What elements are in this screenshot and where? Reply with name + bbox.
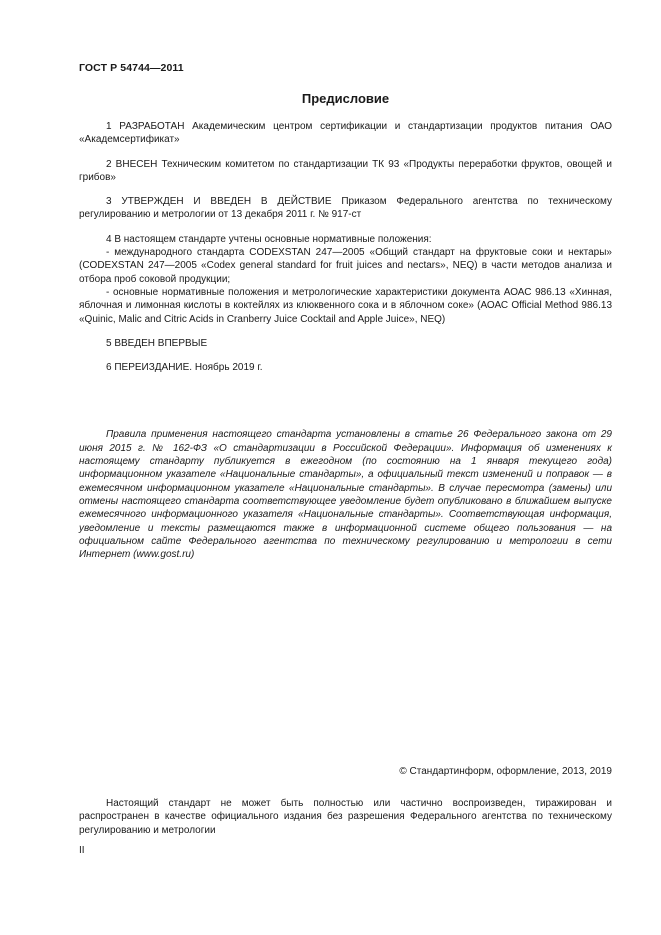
document-code: ГОСТ Р 54744—2011 <box>79 62 184 74</box>
reproduction-notice: Настоящий стандарт не может быть полностью или частично воспроизведен, тиражирован и распространен в качестве официального издания без разрешения Федерального агентства по техническому регулированию и метрологии <box>79 798 612 836</box>
copyright-line: © Стандартинформ, оформление, 2013, 2019 <box>399 766 612 777</box>
preface-body <box>79 120 612 561</box>
rules-application-text: Правила применения настоящего стандарта установлены в статье 26 Федерального закона от 29 июня 2015 г. № 162-ФЗ «О стандартизации в Российской Федерации». Информация об изменениях к настоящему стандарту публикуется в ежегодном (по состоянию на 1 января текущего года) информационном указателе «Национальные стандарты», а официальный текст изменений и поправок — в ежемесячном информационном указателе «Национальные стандарты». В случае пересмотра (замены) или отмены настоящего стандарта соответствующее уведомление будет опубликовано в ближайшем выпуске ежемесячного информационного указателя «Национальные стандарты». Соответствующая информация, уведомление и тексты размещаются также в информационной системе общего пользования — на официальном сайте Федерального агентства по техническому регулированию и метрологии в сети Интернет (www.gost.ru) <box>79 429 612 561</box>
item-approved: 3 УТВЕРЖДЕН И ВВЕДЕН В ДЕЙСТВИЕ Приказом Федерального агентства по техническому регулированию и метрологии от 13 декабря 2011 г. № 917-ст <box>79 196 612 221</box>
item-first-introduced: 5 ВВЕДЕН ВПЕРВЫЕ <box>106 337 208 349</box>
item-provisions-intro: 4 В настоящем стандарте учтены основные нормативные положения: <box>106 233 432 245</box>
item-provisions-codex: - международного стандарта CODEXSTAN 247—2005 «Общий стандарт на фруктовые соки и нектары» (CODEXSTAN 247—2005 «Codex general standard for fruit juices and nectars», NEQ) в части методов анализа и отбора проб соковой продукции; <box>79 247 612 285</box>
item-introduced: 2 ВНЕСЕН Техническим комитетом по стандартизации ТК 93 «Продукты переработки фруктов, овощей и грибов» <box>79 158 612 183</box>
item-developed: 1 РАЗРАБОТАН Академическим центром сертификации и стандартизации продуктов питания ОАО «Академсертификат» <box>79 121 612 146</box>
page-number: II <box>79 845 85 856</box>
item-reissue: 6 ПЕРЕИЗДАНИЕ. Ноябрь 2019 г. <box>106 362 263 374</box>
page-title: Предисловие <box>301 91 390 106</box>
item-provisions-aoac: - основные нормативные положения и метрологические характеристики документа АОАС 986.13 «Хинная, яблочная и лимонная кислоты в коктейлях из клюквенного сока и в яблочном соке» (АОАС Official Method 986.13 «Quinic, Malic and Citric Acids in Cranberry Juice Cocktail and Apple Juice», NEQ) <box>79 286 612 325</box>
